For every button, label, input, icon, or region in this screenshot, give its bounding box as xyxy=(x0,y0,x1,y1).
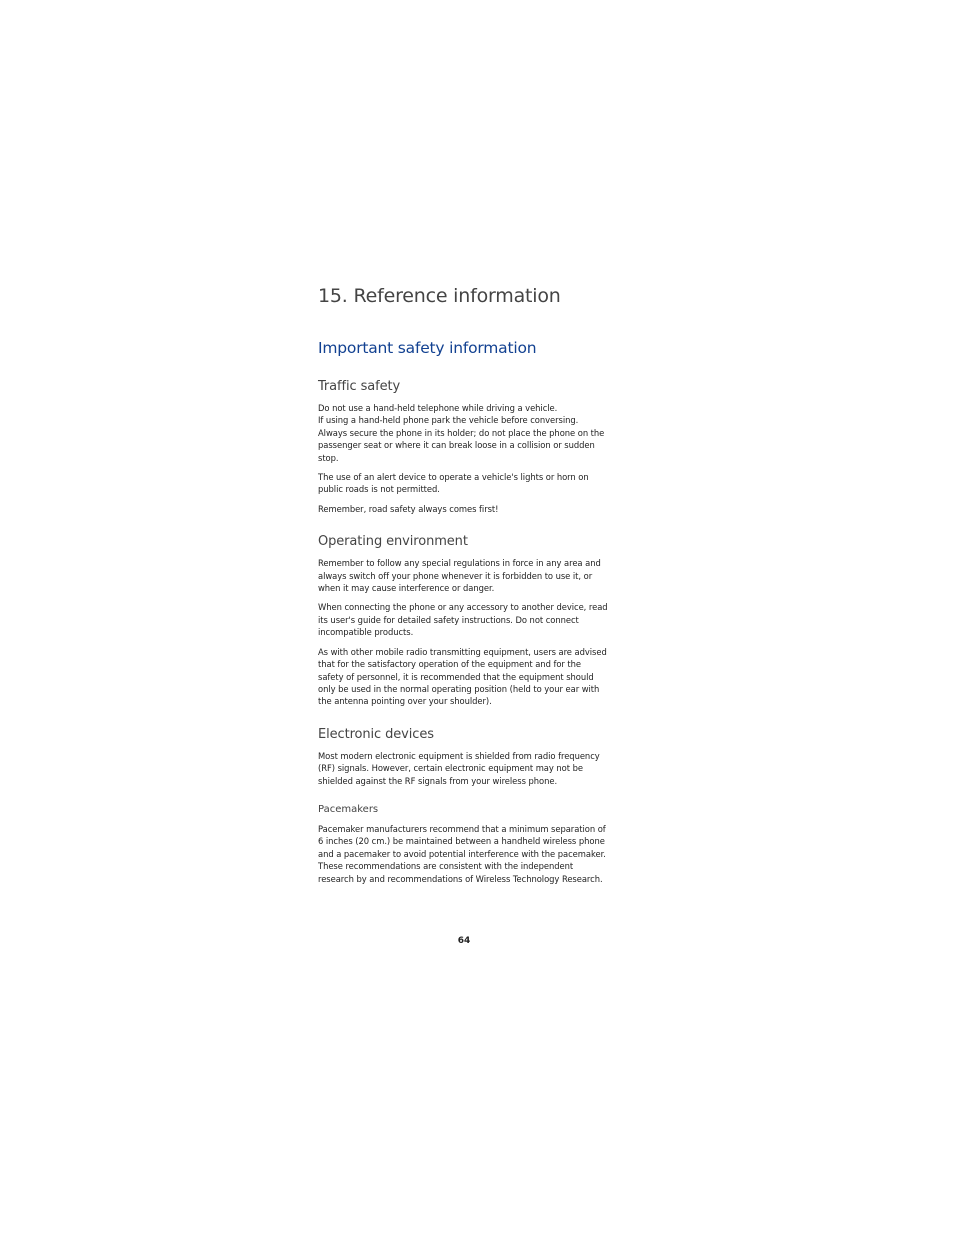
page-content xyxy=(318,282,610,885)
electronic-devices-heading: Electronic devices xyxy=(318,726,434,742)
section-title: Important safety information xyxy=(318,339,537,357)
chapter-title: 15. Reference information xyxy=(318,285,561,307)
pacemakers-paragraph-1: Pacemaker manufacturers recommend that a minimum separation of 6 inches (20 cm.) be maintained between a handheld wireless phone and a pacemaker to avoid potential interference with the pacemaker. These recommendations are consistent with the independent research by and recommendations of Wireless Technology Research. xyxy=(318,823,606,884)
traffic-safety-paragraph-3: Remember, road safety always comes first! xyxy=(318,503,499,514)
electronic-devices-paragraph-1: Most modern electronic equipment is shielded from radio frequency (RF) signals. However, certain electronic equipment may not be shielded against the RF signals from your wireless phone. xyxy=(318,750,600,786)
traffic-safety-paragraph-1: Do not use a hand-held telephone while driving a vehicle. If using a hand-held phone park the vehicle before conversing. Always secure the phone in its holder; do not place the phone on the passenger seat or where it can break loose in a collision or sudden stop. xyxy=(318,403,605,463)
operating-environment-heading: Operating environment xyxy=(318,534,468,550)
page-number: 64 xyxy=(457,936,471,946)
operating-environment-paragraph-3: As with other mobile radio transmitting equipment, users are advised that for the satisfactory operation of the equipment and for the safety of personnel, it is recommended that the equipment should only be used in the normal operating position (held to your ear with the antenna pointing over your shoulder). xyxy=(318,646,607,707)
operating-environment-paragraph-2: When connecting the phone or any accessory to another device, read its user's guide for detailed safety instructions. Do not connect incompatible products. xyxy=(318,602,608,638)
traffic-safety-paragraph-2: The use of an alert device to operate a vehicle's lights or horn on public roads is not permitted. xyxy=(318,472,589,495)
pacemakers-heading: Pacemakers xyxy=(318,803,379,815)
traffic-safety-heading: Traffic safety xyxy=(318,379,401,394)
operating-environment-paragraph-1: Remember to follow any special regulations in force in any area and always switch off your phone whenever it is forbidden to use it, or when it may cause interference or danger. xyxy=(318,558,601,594)
